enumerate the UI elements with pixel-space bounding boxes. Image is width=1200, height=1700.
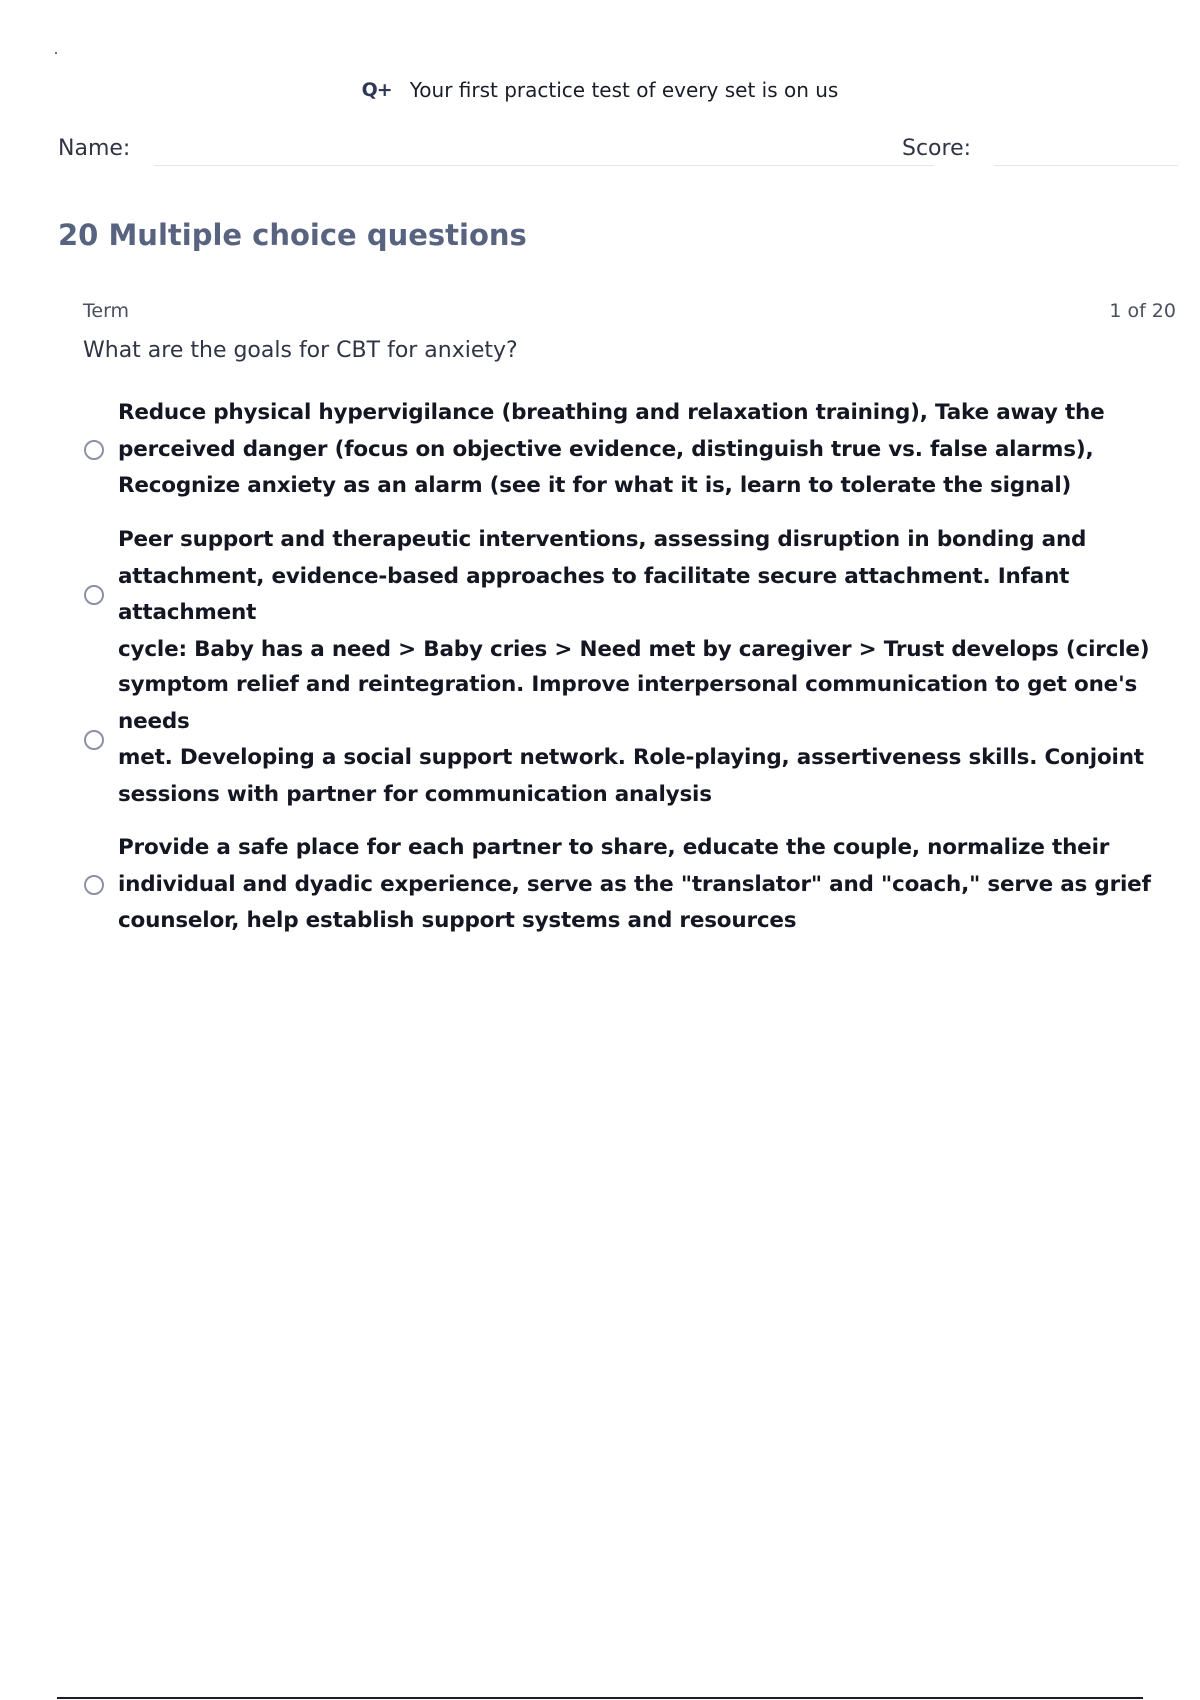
answer-line: met. Developing a social support network. Role-playing, assertiveness skills. Conjoint	[118, 745, 1144, 770]
answer-option-text	[118, 522, 1162, 668]
question-counter: 1 of 20	[1109, 300, 1176, 322]
answer-line: Peer support and therapeutic interventions, assessing disruption in bonding and	[118, 527, 1087, 552]
answer-options	[82, 396, 1162, 976]
score-field[interactable]	[994, 165, 1178, 166]
answer-line: sessions with partner for communication analysis	[118, 781, 712, 807]
score-label: Score:	[902, 136, 972, 161]
name-score-row	[58, 132, 1178, 172]
page-dot	[55, 52, 57, 54]
answer-line: perceived danger (focus on objective evidence, distinguish true vs. false alarms),	[118, 436, 1094, 462]
answer-line: attachment, evidence-based approaches to facilitate secure attachment. Infant attachment	[118, 563, 1070, 625]
answer-line: Reduce physical hypervigilance (breathing and relaxation training), Take away the	[118, 400, 1105, 426]
answer-option[interactable]	[82, 672, 1162, 807]
radio-button[interactable]	[84, 585, 104, 605]
answer-option[interactable]	[82, 831, 1162, 939]
bottom-divider	[57, 1697, 1143, 1699]
answer-line: cycle: Baby has a need > Baby cries > Need met by caregiver > Trust develops (circle)	[118, 636, 1150, 662]
promo-banner	[0, 78, 1200, 102]
question-prompt: What are the goals for CBT for anxiety?	[83, 338, 518, 363]
answer-line: symptom relief and reintegration. Improve interpersonal communication to get one's needs	[118, 672, 1138, 734]
answer-line: individual and dyadic experience, serve as the "translator" and "coach," serve as grief	[118, 871, 1151, 897]
radio-button[interactable]	[84, 730, 104, 750]
promo-banner-text: Your first practice test of every set is on us	[409, 78, 839, 102]
answer-option-text	[118, 667, 1162, 813]
answer-option[interactable]	[82, 527, 1162, 662]
radio-button[interactable]	[84, 440, 104, 460]
answer-option-text	[118, 830, 1151, 940]
answer-line: Provide a safe place for each partner to share, educate the couple, normalize their	[118, 835, 1110, 861]
section-title: 20 Multiple choice questions	[58, 218, 527, 252]
quizlet-plus-icon: Q+	[361, 79, 392, 101]
name-label: Name:	[58, 136, 131, 161]
radio-button[interactable]	[84, 875, 104, 895]
answer-line: Recognize anxiety as an alarm (see it for what it is, learn to tolerate the signal)	[118, 473, 1072, 499]
term-label: Term	[83, 300, 130, 322]
answer-option-text	[118, 395, 1105, 505]
name-field[interactable]	[154, 165, 934, 166]
answer-line: counselor, help establish support systems and resources	[118, 908, 797, 934]
answer-option[interactable]	[82, 396, 1162, 504]
